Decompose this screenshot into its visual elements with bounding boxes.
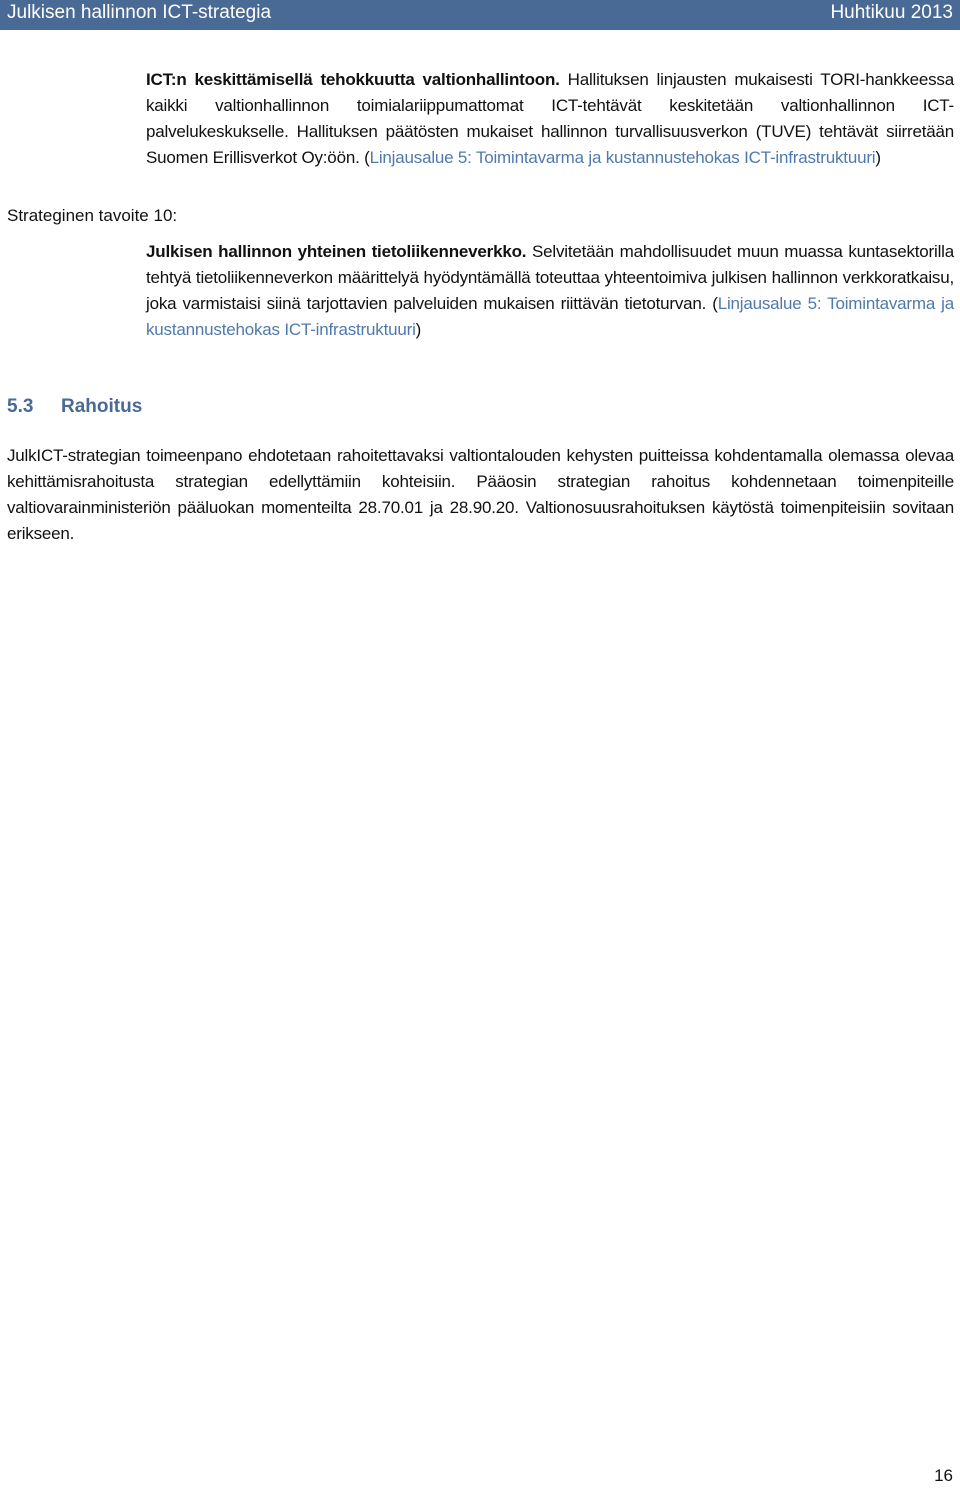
page-number: 16 [934, 1466, 953, 1485]
goal-item-heading: Julkisen hallinnon yhteinen tietoliikenneverkko. [146, 242, 527, 261]
strategic-goal-label: Strateginen tavoite 10: [7, 206, 178, 225]
section-number: 5.3 [7, 396, 34, 417]
closing-paren: ) [415, 320, 422, 339]
section-title: Rahoitus [61, 396, 143, 417]
goal-item-ict-centralization [146, 67, 954, 171]
goal-item-heading: ICT:n keskittämisellä tehokkuutta valtionhallintoon. [146, 70, 560, 89]
policy-area-link[interactable]: Linjausalue 5: Toimintavarma ja kustannustehokas ICT-infrastruktuuri [369, 148, 876, 167]
document-title: Julkisen hallinnon ICT-strategia [7, 2, 272, 23]
goal-item-text: Selvitetään mahdollisuudet muun muassa kuntasektorilla tehtyä tietoliikenneverkon määrittelyä hyödyntämällä toteuttaa yhteentoimiva julkisen hallinnon verkkoratkaisu, joka varmistaisi siinä tarjottavien palveluiden mukaisen riittävän tietoturvan. ( [146, 242, 954, 313]
document-date: Huhtikuu 2013 [830, 2, 953, 23]
goal-item-text: Hallituksen linjausten mukaisesti TORI-hankkeessa kaikki valtionhallinnon toimialariippumattomat ICT-tehtävät keskitetään valtionhallinnon ICT-palvelukeskukselle. Hallituksen päätösten mukaiset hallinnon turvallisuusverkon (TUVE) tehtävät siirretään Suomen Erillisverkot Oy:öön. ( [146, 70, 954, 167]
policy-area-link[interactable]: Linjausalue 5: Toimintavarma ja kustannustehokas ICT-infrastruktuuri [146, 294, 954, 339]
page-header [0, 0, 960, 30]
section-heading [7, 394, 142, 420]
goal-item-common-network [146, 239, 954, 343]
closing-paren: ) [875, 148, 881, 167]
section-body: JulkICT-strategian toimeenpano ehdotetaan rahoitettavaksi valtiontalouden kehysten puitteissa kohdentamalla olemassa olevaa kehittämisrahoitusta strategian edellyttämiin kohteisiin. Pääosin strategian rahoitus kohdennetaan toimenpiteille valtiovarainministeriön pääluokan momenteilta 28.70.01 ja 28.90.20. Valtionosuusrahoituksen käytöstä toimenpiteisiin sovitaan erikseen. [7, 446, 954, 543]
